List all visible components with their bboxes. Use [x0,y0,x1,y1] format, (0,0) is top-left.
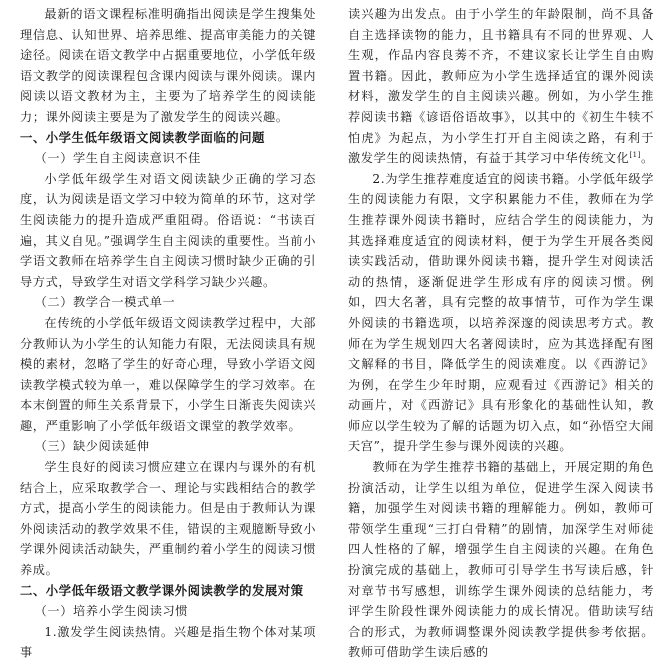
section-1-subheading-2: （二）教学合一模式单一 [34,295,176,310]
section-2-heading: 二、小学低年级语文教学课外阅读教学的发展对策 [20,582,304,598]
reference-marker: [1] [629,151,642,160]
intro-paragraph: 最新的语文课程标准明确指出阅读是学生搜集处理信息、认知世界、培养思维、提高审美能力的关键途径。阅读在语文教学中占据重要地位，小学低年级语文教学的阅读课程包含课内阅读与课外阅读。课内阅读以语文教材为主，主要为了培养学生的阅读能力；课外阅读主要是为了激发学生的阅读兴趣。 [20,7,316,124]
right-column [348,4,654,663]
continued-paragraph-text: 读兴趣为出发点。由于小学生的年龄限制，尚不具备自主选择读物的能力，且书籍具有不同的世界观、人生观，作品内容良莠不齐，不建议家长让学生自由购置书籍。因此，教师应为小学生选择适宜的课外阅读材料，激发学生的自主阅读兴趣。例如，为小学生推荐阅读书籍《谚语俗语故事》，以其中的《初生牛犊不怕虎》为起点，为小学生打开自主阅读之路，有利于激发学生的阅读热情，有益于其学习中华传统文化 [348,7,654,166]
section-1-paragraph-3: 学生良好的阅读习惯应建立在课内与课外的有机结合上，应采取教学合一、理论与实践相结合的教学方式，提高小学生的阅读能力。但是由于教师认为课外阅读活动的教学效果不佳，错误的主观臆断导致小学课外阅读活动缺失，严重制约着小学生的阅读习惯养成。 [20,460,316,578]
section-2-paragraph-1: 1.激发学生阅读热情。兴趣是指生物个体对某项事 [20,624,316,660]
continued-paragraph [348,4,654,169]
recommend-books-paragraph: 2.为学生推荐难度适宜的阅读书籍。小学低年级学生的阅读能力有限，文字积累能力不佳，教师在为学生推荐课外阅读书籍时，应结合学生的阅读能力，为其选择难度适宜的阅读材料，便于为学生开展各类阅读实践活动，借助课外阅读书籍，提升学生对阅读活动的热情，逐渐促进学生形成有序的阅读习惯。例如，四大名著，具有完整的故事情节，可作为学生课外阅读的书籍选项，以培养深邃的阅读思考方式。教师在为学生规划四大名著阅读时，应为其选择配有图文解释的书目，降低学生的阅读难度。以《西游记》为例，在学生少年时期，应观看过《西游记》相关的动画片，对《西游记》具有形象化的基础性认知，教师应以学生较为了解的话题为切入点，如“孙悟空大闹天宫”，提升学生参与课外阅读的兴趣。 [348,171,654,454]
section-1-subheading-1: （一）学生自主阅读意识不佳 [34,151,201,166]
section-1-heading: 一、小学生低年级语文阅读教学面临的问题 [20,129,265,145]
section-1-paragraph-2: 在传统的小学低年级语文阅读教学过程中，大部分教师认为小学生的认知能力有限，无法阅读具有规模的素材，忽略了学生的好奇心理，导致小学语文阅读教学模式较为单一，难以保障学生的学习效率。在本末倒置的师生关系背景下，小学生日渐丧失阅读兴趣，严重影响了小学低年级语文课堂的教学效率。 [20,315,316,433]
section-1-subheading-3: （三）缺少阅读延伸 [34,439,150,454]
continued-paragraph-end: 。 [641,151,654,166]
role-play-paragraph: 教师在为学生推荐书籍的基础上，开展定期的角色扮演活动，让学生以组为单位，促进学生深入阅读书籍，加强学生对阅读书籍的理解能力。例如，教师可带领学生重现“三打白骨精”的剧情，加深学生对师徒四人性格的了解，增强学生自主阅读的兴趣。在角色扮演完成的基础上，教师可引导学生书写读后感，针对章节书写感想，训练学生课外阅读的总结能力，考评学生阶段性课外阅读能力的成长情况。借助读写结合的形式，为教师调整课外阅读教学提供参考依据。教师可借助学生读后感的 [348,460,654,660]
section-2-subheading-1: （一）培养小学生阅读习惯 [34,604,189,619]
section-1-paragraph-1: 小学低年级学生对语文阅读缺少正确的学习态度，认为阅读是语文学习中较为简单的环节，这对学生阅读能力的提升造成严重阻碍。俗语说：“书读百遍，其义自见。”强调学生自主阅读的重要性。当前小学语文教师在培养学生自主阅读习惯时缺少正确的引导方式，导致学生对语文学科学习缺少兴趣。 [20,171,316,289]
left-column [20,4,316,663]
